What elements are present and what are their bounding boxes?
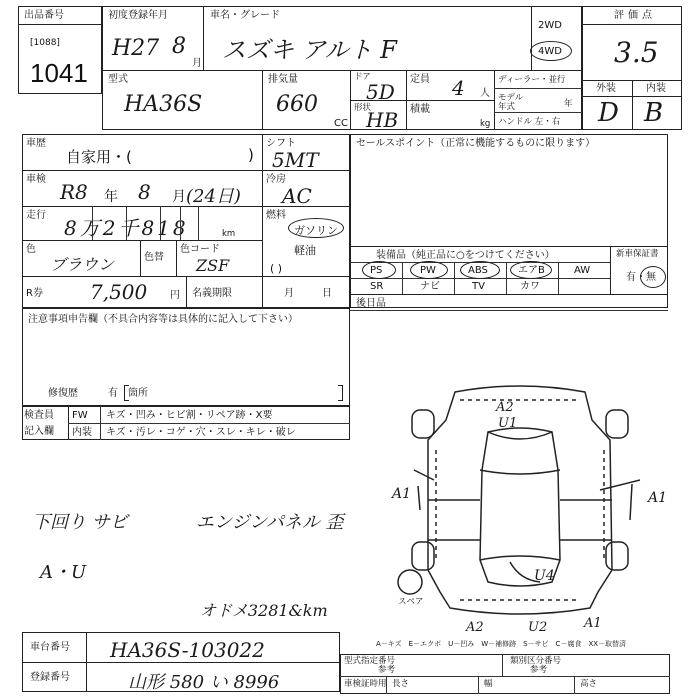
body-label: 形状 <box>354 103 372 113</box>
first-reg-month: 8 <box>172 34 186 59</box>
drive-2wd: 2WD <box>538 20 562 31</box>
inspector-label-2: 記入欄 <box>24 426 54 437</box>
warranty-value: 有・無 <box>626 272 656 283</box>
plate-value: 山形 580 い 8996 <box>128 672 280 693</box>
doors-label: ドア <box>354 72 371 82</box>
name-grade-value: スズキ アルト F <box>222 36 397 64</box>
registration-month: 月 <box>284 288 294 299</box>
mark-u2: U2 <box>528 620 548 635</box>
interior-items: キズ・汚レ・コゲ・穴・スレ・キレ・破レ <box>106 427 296 438</box>
new-warranty-label: 新車保証書 <box>616 249 659 259</box>
lot-code: [1088] <box>30 38 60 48</box>
equipment-label: 装備品（純正品に○をつけてください） <box>376 250 555 261</box>
equipment-aw: AW <box>574 265 591 276</box>
exterior-grade: D <box>598 98 619 128</box>
mark-a1-bottom: A1 <box>584 616 602 631</box>
displacement-label: 排気量 <box>268 74 298 85</box>
score-label: 評価点 <box>614 10 656 21</box>
interior-row-label: 内装 <box>72 427 92 438</box>
year-unit: 年 <box>564 99 573 109</box>
history-label: 車歴 <box>26 138 46 149</box>
mark-a1-left: A1 <box>392 486 412 502</box>
type-designation-label: 型式指定番号 <box>344 656 396 666</box>
inspection-year-unit: 年 <box>104 189 118 205</box>
cc-unit: CC <box>334 118 348 129</box>
repair-place: 箇所 <box>128 388 148 399</box>
plate-label: 登録番号 <box>30 672 70 683</box>
model-year-label: モデル年式 <box>498 93 524 112</box>
height-label: 高さ <box>580 679 598 689</box>
fuel-gasoline: ガソリン <box>294 224 338 237</box>
handwritten-note-1: 下回り サビ <box>32 512 128 533</box>
damage-legend: A－キズ E－エクボ U－凹み W－補修跡 S－サビ C－腐食 XX－取替済 <box>376 640 627 648</box>
color-label: 色 <box>26 244 36 255</box>
equipment-airbag: エアB <box>518 265 545 276</box>
fuel-diesel: 軽油 <box>294 244 316 257</box>
mark-a2: A2 <box>496 400 514 415</box>
mileage-label: 走行 <box>26 210 46 221</box>
inspection-label: 車検 <box>26 174 46 185</box>
body-value: HB <box>366 108 399 132</box>
drive-4wd: 4WD <box>538 46 562 57</box>
first-reg-label: 初度登録年月 <box>108 10 168 21</box>
doors-value: 5D <box>366 80 395 104</box>
model-value: HA36S <box>124 92 203 117</box>
color-value: ブラウン <box>50 255 115 274</box>
fuel-label: 燃料 <box>266 210 286 221</box>
reference-label-2: 参考 <box>530 665 548 675</box>
mark-u4: U4 <box>534 568 555 584</box>
spare-label: スペア <box>398 597 424 607</box>
yen-unit: 円 <box>170 290 180 301</box>
recycle-value: 7,500 <box>90 280 148 304</box>
inspection-month: 8 <box>138 180 151 204</box>
repair-label: 修復歴 <box>48 388 78 399</box>
interior-grade: B <box>644 98 664 128</box>
capacity-value: 4 <box>452 76 465 100</box>
handwritten-note-3: A・U <box>40 562 87 583</box>
chassis-value: HA36S-103022 <box>110 638 265 662</box>
kg-unit: kg <box>480 119 491 129</box>
score-value: 3.5 <box>614 36 659 69</box>
handle-label: ハンドル 左・右 <box>498 117 561 127</box>
equipment-leather: カワ <box>520 281 540 292</box>
dealer-label: ディーラー・並行 <box>498 75 566 85</box>
shift-value: 5MT <box>272 148 319 172</box>
lot-number: 1041 <box>30 58 88 88</box>
km-unit: km <box>222 229 236 239</box>
equipment-navi: ナビ <box>420 281 440 292</box>
person-unit: 人 <box>480 88 490 99</box>
caution-label: 注意事項申告欄（不具合内容等は具体的に記入して下さい） <box>28 314 298 325</box>
displacement-value: 660 <box>276 92 318 117</box>
history-close: ) <box>248 146 254 164</box>
equipment-tv: TV <box>472 281 485 292</box>
length-label: 長さ <box>392 679 410 689</box>
equipment-ps: PS <box>370 265 383 276</box>
fuel-other: ( ) <box>270 262 283 275</box>
inspection-month-unit: 月 <box>172 189 186 205</box>
inspection-value: R8 <box>60 180 88 204</box>
chassis-label: 車台番号 <box>30 642 70 653</box>
load-label: 積載 <box>410 104 430 115</box>
exterior-label: 外装 <box>596 83 616 94</box>
equipment-pw: PW <box>420 265 436 276</box>
equipment-sr: SR <box>370 281 384 292</box>
inspector-label-1: 検査員 <box>24 410 54 421</box>
class-label: 類別区分番号 <box>510 656 562 666</box>
fw-label: FW <box>72 410 88 421</box>
ac-label: 冷房 <box>266 174 286 185</box>
interior-label: 内装 <box>646 83 666 94</box>
model-label: 型式 <box>108 74 128 85</box>
registration-label: 名義期限 <box>192 288 232 299</box>
width-label: 幅 <box>484 679 493 689</box>
shift-label: シフト <box>266 138 296 149</box>
lot-label: 出品番号 <box>24 10 64 21</box>
first-reg-value: H27 <box>112 36 160 61</box>
month-unit: 月 <box>192 58 202 69</box>
equipment-abs: ABS <box>468 265 488 276</box>
capacity-label: 定員 <box>410 74 430 85</box>
history-value: 自家用・( <box>66 148 132 166</box>
sales-point-label: セールスポイント（正常に機能するものに限ります） <box>356 138 596 149</box>
mark-a1-right: A1 <box>648 490 668 506</box>
color-code-label: 色コード <box>180 244 220 255</box>
registration-day: 日 <box>322 288 332 299</box>
repair-value: 有 <box>108 388 118 399</box>
handwritten-note-4: オドメ3281&km <box>200 601 328 620</box>
color-change-label: 色替 <box>144 252 164 263</box>
cert-label: 車検証時用 <box>344 679 387 689</box>
mark-a2-bottom: A2 <box>466 620 484 635</box>
color-code-value: ZSF <box>196 256 230 275</box>
name-grade-label: 車名・グレード <box>210 10 280 21</box>
fw-items: キズ・凹み・ヒビ割・リペア跡・X要 <box>106 410 273 421</box>
inspection-day: (24日) <box>186 186 241 207</box>
mark-u1: U1 <box>498 416 518 431</box>
handwritten-note-2: エンジンパネル 歪 <box>196 512 344 533</box>
reference-label-1: 参考 <box>378 665 396 675</box>
ac-value: AC <box>282 184 312 208</box>
later-equipment-label: 後日品 <box>356 298 386 309</box>
recycle-label: R券 <box>26 288 43 299</box>
mileage-value: 8万2千818 <box>64 216 189 240</box>
